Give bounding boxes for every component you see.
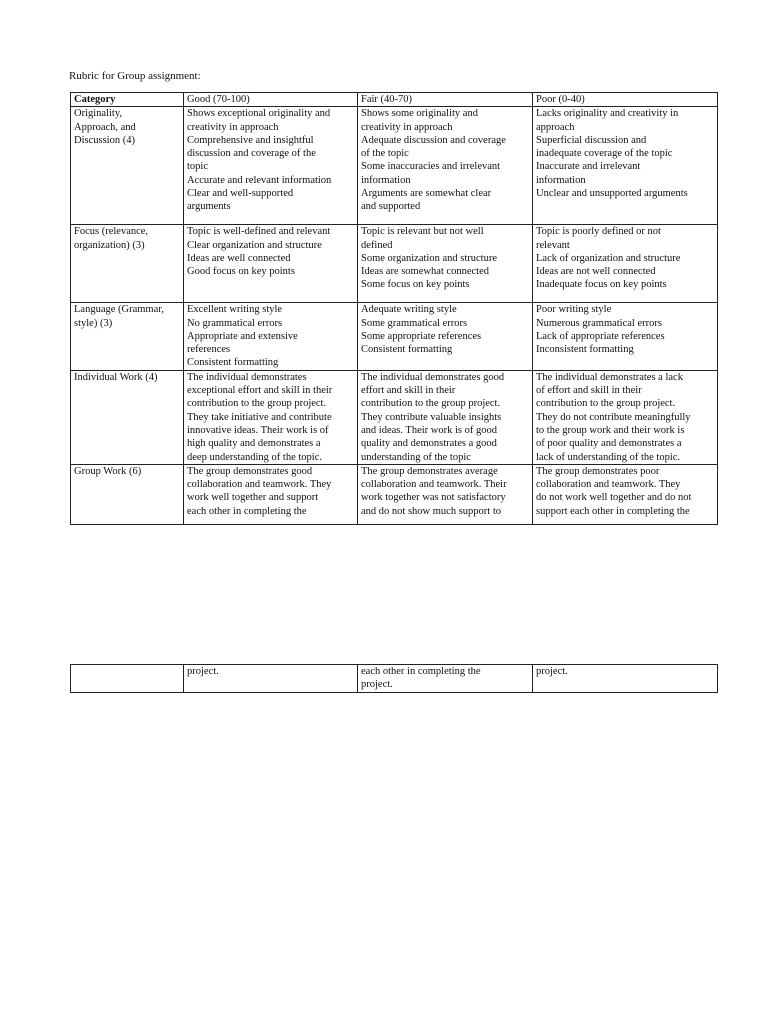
cell-text-line: Some organization and structure: [361, 252, 497, 264]
cell-text-line: project.: [361, 679, 393, 691]
cell-text-line: organization) (3): [74, 239, 145, 251]
cell-fair: [358, 665, 533, 693]
cell-text-line: of the topic: [361, 148, 409, 160]
cell-text-line: Some inaccuracies and irrelevant: [361, 161, 501, 173]
cell-fair: [358, 464, 533, 524]
cell-text-line: creativity in approach: [361, 121, 453, 133]
cell-text-line: Lacks originality and creativity in: [536, 108, 679, 120]
cell-text-line: approach: [536, 121, 575, 133]
cell-text-line: Inadequate focus on key points: [536, 279, 667, 291]
cell-text-line: collaboration and teamwork. Their: [361, 479, 507, 491]
header-fair: Fair (40-70): [358, 93, 533, 107]
cell-text-line: each other in completing the: [187, 505, 307, 517]
cell-text-line: Adequate discussion and coverage: [361, 134, 506, 146]
cell-text-line: They contribute valuable insights: [361, 411, 502, 423]
cell-text-line: to the group work and their work is: [536, 424, 685, 436]
cell-category: [71, 665, 184, 693]
cell-text-line: contribution to the group project.: [187, 398, 327, 410]
table-row: [71, 107, 718, 225]
cell-fair: [358, 107, 533, 225]
cell-poor: [533, 225, 718, 303]
cell-text-line: inadequate coverage of the topic: [536, 148, 673, 160]
cell-text-line: arguments: [187, 201, 231, 213]
cell-text-line: work well together and support: [187, 492, 319, 504]
cell-good: [184, 225, 358, 303]
cell-text-line: Inconsistent formatting: [536, 344, 634, 356]
cell-text-line: relevant: [536, 239, 570, 251]
header-poor: Poor (0-40): [533, 93, 718, 107]
cell-text-line: The group demonstrates good: [187, 465, 313, 477]
cell-text-line: Clear and well-supported: [187, 188, 294, 200]
cell-text-line: of poor quality and demonstrates a: [536, 438, 682, 450]
cell-text-line: The group demonstrates average: [361, 465, 498, 477]
cell-text-line: Clear organization and structure: [187, 239, 322, 251]
cell-text-line: Ideas are well connected: [187, 252, 291, 264]
cell-text-line: Comprehensive and insightful: [187, 134, 314, 146]
cell-text-line: contribution to the group project.: [536, 398, 676, 410]
cell-good: [184, 107, 358, 225]
cell-text-line: work together was not satisfactory: [361, 492, 506, 504]
cell-poor: [533, 665, 718, 693]
cell-text-line: Lack of appropriate references: [536, 330, 665, 342]
cell-good: [184, 370, 358, 464]
cell-text-line: Numerous grammatical errors: [536, 317, 662, 329]
cell-text-line: They take initiative and contribute: [187, 411, 332, 423]
cell-text-line: support each other in completing the: [536, 505, 690, 517]
cell-text-line: Unclear and unsupported arguments: [536, 188, 688, 200]
cell-text-line: Appropriate and extensive: [187, 330, 298, 342]
cell-category: [71, 107, 184, 225]
cell-text-line: No grammatical errors: [187, 317, 283, 329]
cell-text-line: Superficial discussion and: [536, 134, 647, 146]
cell-text-line: Ideas are somewhat connected: [361, 266, 489, 278]
cell-text-line: Accurate and relevant information: [187, 174, 332, 186]
cell-text-line: collaboration and teamwork. They: [536, 479, 681, 491]
cell-text-line: Lack of organization and structure: [536, 252, 681, 264]
cell-text-line: high quality and demonstrates a: [187, 438, 321, 450]
cell-text-line: Topic is well-defined and relevant: [187, 226, 331, 238]
cell-text-line: Adequate writing style: [361, 304, 457, 316]
cell-text-line: The individual demonstrates a lack: [536, 371, 683, 383]
cell-text-line: Some grammatical errors: [361, 317, 468, 329]
cell-fair: [358, 303, 533, 370]
cell-fair: [358, 225, 533, 303]
cell-text-line: Arguments are somewhat clear: [361, 188, 492, 200]
rubric-table-continuation: [70, 664, 718, 693]
cell-text-line: effort and skill in their: [361, 385, 456, 397]
cell-text-line: discussion and coverage of the: [187, 148, 316, 160]
cell-text-line: The individual demonstrates: [187, 371, 307, 383]
cell-text-line: style) (3): [74, 317, 113, 329]
cell-category: [71, 225, 184, 303]
table-row: [71, 464, 718, 524]
cell-good: [184, 464, 358, 524]
cell-poor: [533, 107, 718, 225]
cell-text-line: Originality,: [74, 108, 123, 120]
cell-text-line: innovative ideas. Their work is of: [187, 424, 329, 436]
cell-text-line: Consistent formatting: [361, 344, 453, 356]
cell-text-line: creativity in approach: [187, 121, 279, 133]
cell-good: [184, 665, 358, 693]
cell-text-line: lack of understanding of the topic.: [536, 451, 681, 463]
cell-text-line: The group demonstrates poor: [536, 465, 660, 477]
cell-text-line: Approach, and: [74, 121, 136, 133]
cell-text-line: quality and demonstrates a good: [361, 438, 497, 450]
cell-text-line: and do not show much support to: [361, 505, 501, 517]
cell-text-line: collaboration and teamwork. They: [187, 479, 332, 491]
cell-text-line: understanding of the topic: [361, 451, 471, 463]
cell-text-line: information: [361, 174, 411, 186]
cell-text-line: and supported: [361, 201, 421, 213]
header-good: Good (70-100): [184, 93, 358, 107]
cell-text-line: do not work well together and do not: [536, 492, 692, 504]
cell-text-line: Good focus on key points: [187, 266, 295, 278]
cell-text-line: references: [187, 344, 231, 356]
rubric-table: [70, 92, 718, 525]
cell-category: [71, 303, 184, 370]
cell-text-line: Inaccurate and irrelevant: [536, 161, 641, 173]
cell-text-line: They do not contribute meaningfully: [536, 411, 691, 423]
cell-text-line: defined: [361, 239, 393, 251]
cell-text-line: Topic is poorly defined or not: [536, 226, 661, 238]
cell-text-line: Language (Grammar,: [74, 304, 164, 316]
cell-text-line: deep understanding of the topic.: [187, 451, 323, 463]
document-title: Rubric for Group assignment:: [69, 70, 201, 82]
cell-text-line: Group Work (6): [74, 465, 142, 477]
cell-text-line: project.: [187, 666, 219, 677]
cell-text-line: project.: [536, 666, 568, 677]
cell-text-line: each other in completing the: [361, 666, 481, 677]
cell-category: [71, 370, 184, 464]
cell-text-line: exceptional effort and skill in their: [187, 385, 333, 397]
cell-text-line: Ideas are not well connected: [536, 266, 656, 278]
cell-text-line: and ideas. Their work is of good: [361, 424, 497, 436]
cell-text-line: Focus (relevance,: [74, 226, 149, 238]
cell-text-line: topic: [187, 161, 208, 173]
table-row: [71, 303, 718, 370]
cell-text-line: Topic is relevant but not well: [361, 226, 484, 238]
cell-text-line: Discussion (4): [74, 134, 135, 146]
cell-good: [184, 303, 358, 370]
table-row: [71, 225, 718, 303]
cell-category: [71, 464, 184, 524]
cell-text-line: Shows some originality and: [361, 108, 478, 120]
cell-text-line: Consistent formatting: [187, 357, 279, 369]
table-row: [71, 370, 718, 464]
cell-text-line: Some focus on key points: [361, 279, 470, 291]
cell-poor: [533, 303, 718, 370]
cell-poor: [533, 370, 718, 464]
cell-text-line: information: [536, 174, 586, 186]
cell-text-line: Some appropriate references: [361, 330, 482, 342]
cell-text-line: Poor writing style: [536, 304, 612, 316]
table-row-continuation: [71, 665, 718, 693]
header-category: Category: [71, 93, 184, 107]
table-header-row: [71, 93, 718, 107]
cell-text-line: The individual demonstrates good: [361, 371, 505, 383]
cell-text-line: Shows exceptional originality and: [187, 108, 331, 120]
cell-text-line: Excellent writing style: [187, 304, 283, 316]
cell-text-line: Individual Work (4): [74, 371, 158, 383]
cell-fair: [358, 370, 533, 464]
cell-poor: [533, 464, 718, 524]
cell-text-line: contribution to the group project.: [361, 398, 501, 410]
cell-text-line: of effort and skill in their: [536, 385, 642, 397]
